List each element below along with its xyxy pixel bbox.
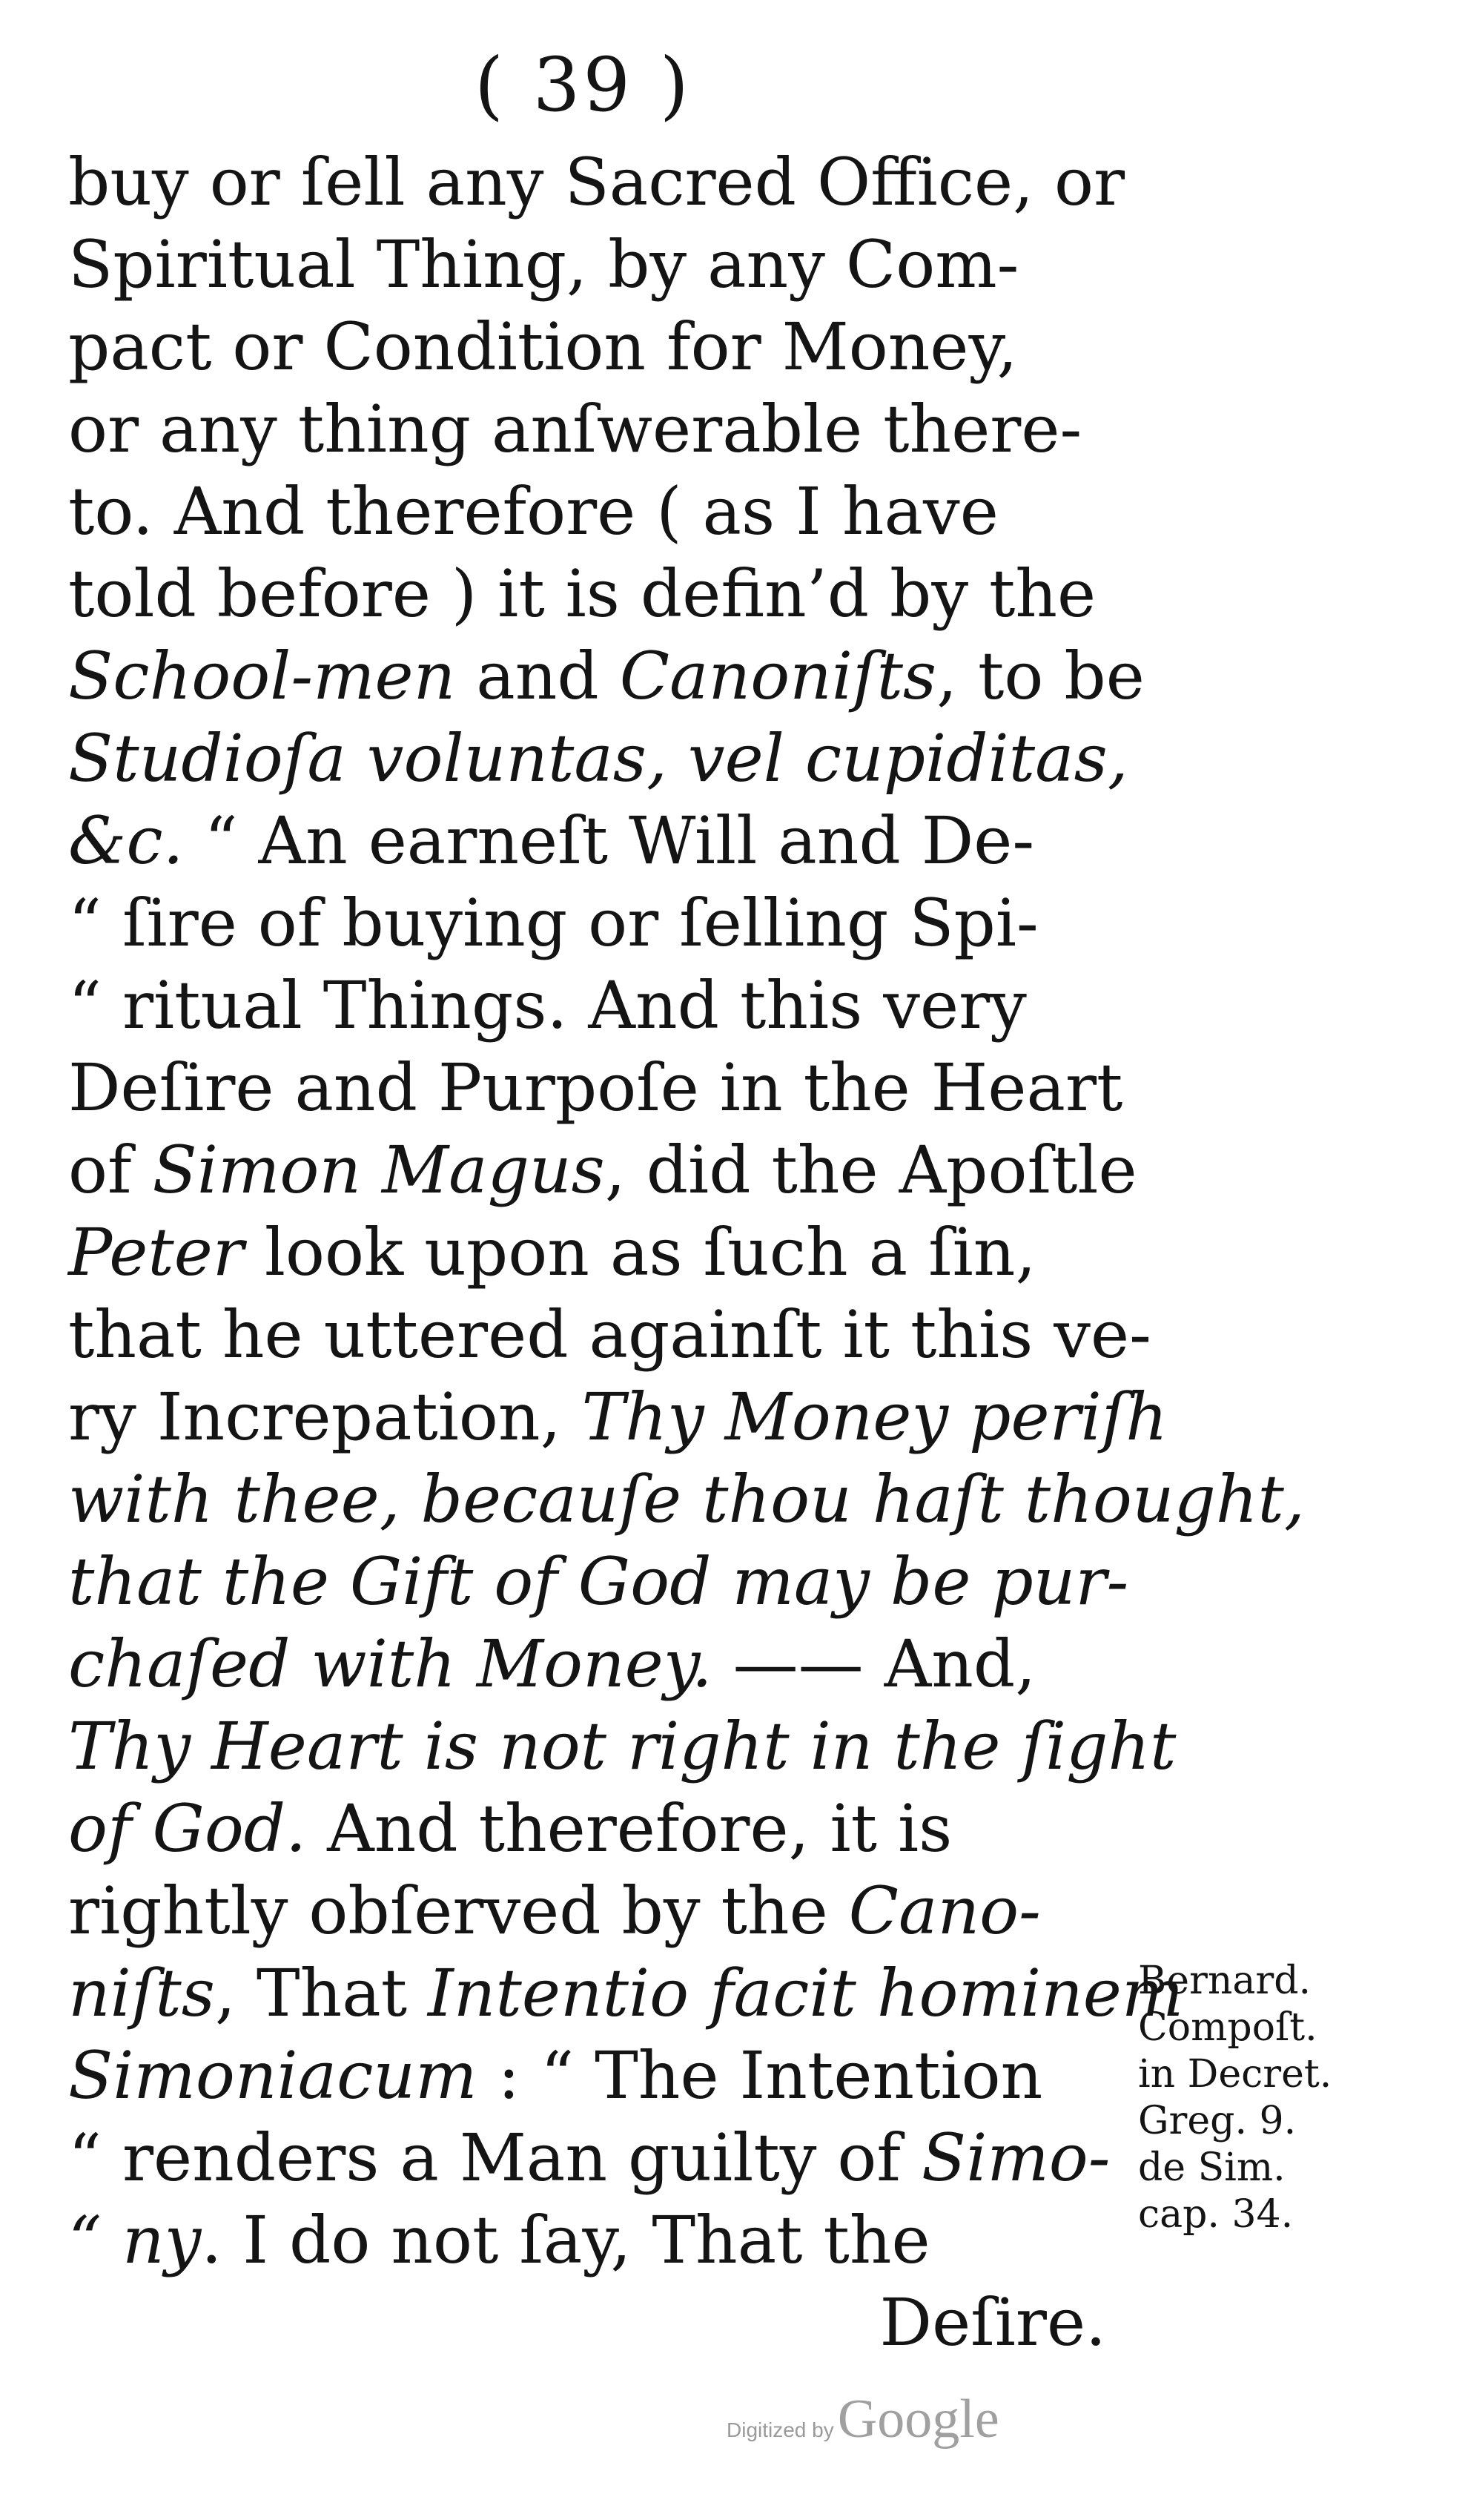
text-line (68, 1540, 1129, 1623)
margin-note-line: de Sim. (1138, 2145, 1286, 2190)
text-line: “ ritual Things. And this very (68, 967, 1027, 1043)
text-line (68, 1787, 1121, 1870)
italic-segment: that the Gift of God may be pur- (68, 1543, 1129, 1620)
italic-segment: Cano- (848, 1873, 1041, 1949)
text-segment: , That (214, 1955, 429, 2031)
text-line: told before ) it is defin’d by the (68, 555, 1097, 632)
text-segment: ry Increpation, (68, 1379, 582, 1455)
text-line (68, 1129, 1137, 1211)
text-line (68, 1870, 1121, 1952)
google-logo: Google (837, 2389, 999, 2450)
text-line (68, 2034, 1121, 2117)
text-line: buy or ſell any Sacred Office, or (68, 144, 1125, 220)
text-segment: , to be (936, 638, 1145, 714)
italic-segment: Simon Magus (152, 1132, 605, 1208)
catchword: Deſire. (879, 2284, 1106, 2361)
italic-segment: “ ny (68, 2202, 202, 2278)
margin-note-line: Greg. 9. (1138, 2099, 1297, 2143)
text-line (68, 717, 1128, 799)
italic-segment: Canoniſts (619, 638, 937, 714)
text-segment: , did the Apoſtle (604, 1132, 1137, 1208)
text-line: Deſire and Purpoſe in the Heart (68, 1049, 1123, 1126)
text-line (68, 1376, 1168, 1458)
text-line (68, 2117, 1121, 2199)
text-line (68, 1705, 1177, 1787)
italic-segment: Thy Heart is not right in the ſight (68, 1708, 1177, 1784)
text-segment: and (455, 638, 620, 714)
text-line: or any thing anſwerable there- (68, 391, 1082, 467)
digitized-by-google-watermark (727, 2388, 999, 2451)
text-line: that he uttered againſt it this ve- (68, 1296, 1151, 1373)
text-line (68, 1458, 1305, 1540)
text-segment: : “ The Intention (477, 2037, 1043, 2114)
page-number: ( 39 ) (474, 42, 692, 128)
text-segment: “ An earneſt Will and De- (183, 802, 1035, 879)
text-line (68, 1211, 1121, 1293)
italic-segment: School-men (68, 638, 456, 714)
text-segment: . I do not ſay, That the (201, 2202, 930, 2278)
italic-segment: chaſed with Money. (68, 1626, 712, 1702)
text-segment: of (68, 1132, 153, 1208)
italic-segment: Simo- (921, 2120, 1111, 2196)
italic-segment: niſts (68, 1955, 215, 2031)
text-line: to. And therefore ( as I have (68, 473, 999, 550)
text-segment: look upon as ſuch a ſin, (243, 1214, 1036, 1290)
text-line (68, 1952, 1184, 2034)
italic-segment: Peter (68, 1214, 244, 1290)
text-line (68, 799, 1121, 882)
margin-note-line: Compoſt. (1138, 2005, 1317, 2050)
text-segment: And therefore, it is (306, 1790, 953, 1867)
text-segment: “ renders a Man guilty of (68, 2120, 922, 2196)
text-line (68, 2199, 1121, 2281)
text-line: “ ſire of buying or ſelling Spi- (68, 885, 1039, 961)
margin-note-line: Bernard. (1138, 1959, 1312, 2003)
italic-segment: with thee, becauſe thou haſt thought, (68, 1461, 1305, 1537)
italic-segment: &c. (68, 802, 184, 879)
text-segment: rightly obſerved by the (68, 1873, 849, 1949)
text-line: pact or Condition for Money, (68, 309, 1018, 385)
margin-note (1138, 1958, 1435, 2238)
text-segment: —— And, (712, 1626, 1036, 1702)
watermark-prefix: Digitized by (727, 2418, 834, 2441)
margin-note-line: cap. 34. (1138, 2192, 1294, 2237)
text-line: Spiritual Thing, by any Com- (68, 226, 1019, 303)
italic-segment: Studioſa voluntas, vel cupiditas, (68, 720, 1128, 796)
italic-segment: of God. (68, 1790, 307, 1867)
text-line (68, 1623, 1121, 1705)
italic-segment: Intentio facit hominem (428, 1955, 1184, 2031)
text-line (68, 635, 1145, 717)
margin-note-line: in Decret. (1138, 2052, 1332, 2097)
italic-segment: Thy Money periſh (581, 1379, 1168, 1455)
italic-segment: Simoniacum (68, 2037, 477, 2114)
